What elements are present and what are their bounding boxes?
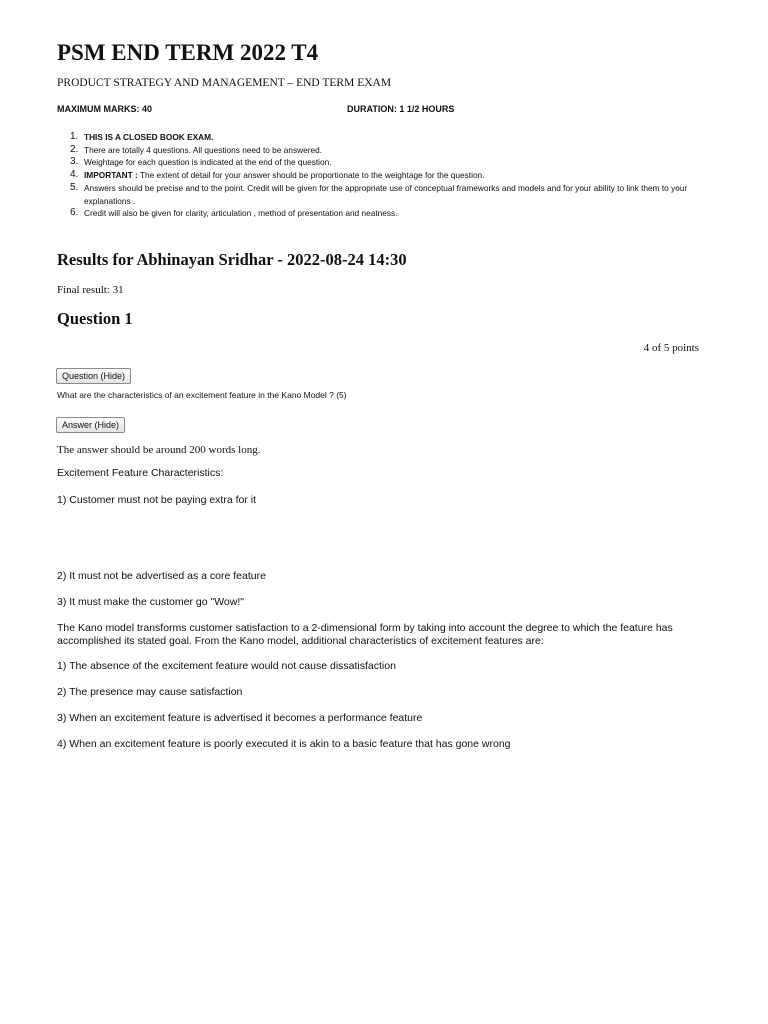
answer-line: Excitement Feature Characteristics: <box>57 467 224 479</box>
question-heading: Question 1 <box>57 309 133 328</box>
instruction-bold: THIS IS A CLOSED BOOK EXAM. <box>84 132 214 142</box>
exam-duration: DURATION: 1 1/2 HOURS <box>347 104 455 114</box>
answer-line: 3) When an excitement feature is advertised it becomes a performance feature <box>57 712 423 724</box>
exam-subtitle: PRODUCT STRATEGY AND MANAGEMENT – END TERM EXAM <box>57 77 392 89</box>
instruction-number: 3. <box>70 156 79 168</box>
instruction-number: 5. <box>70 181 79 193</box>
instruction-text: There are totally 4 questions. All questions need to be answered. <box>84 144 322 155</box>
answer-paragraph: The Kano model transforms customer satisfaction to a 2-dimensional form by taking into account the degree to which the feature has accomplished its stated goal. From the Kano model, additional characteristics of excitement features are: <box>57 622 673 647</box>
instruction-item <box>70 156 710 169</box>
instruction-number: 6. <box>70 207 79 219</box>
answer-hide-button[interactable]: Answer (Hide) <box>56 417 125 433</box>
instruction-item <box>70 169 710 182</box>
instruction-text: Weightage for each question is indicated at the end of the question. <box>84 157 332 168</box>
question-hide-button[interactable]: Question (Hide) <box>56 368 131 384</box>
answer-line: 1) The absence of the excitement feature would not cause dissatisfaction <box>57 660 396 672</box>
question-points: 4 of 5 points <box>643 342 699 354</box>
answer-line: 2) It must not be advertised as a core feature <box>57 570 266 582</box>
answer-length-note: The answer should be around 200 words long. <box>57 444 261 456</box>
answer-line: 1) Customer must not be paying extra for it <box>57 494 257 506</box>
instruction-item <box>70 131 710 144</box>
instruction-bold: IMPORTANT : <box>84 170 138 181</box>
final-result: Final result: 31 <box>57 284 124 296</box>
instructions-list <box>70 131 710 220</box>
instruction-text: Credit will also be given for clarity, articulation , method of presentation and neatness. <box>84 208 398 219</box>
results-heading: Results for Abhinayan Sridhar - 2022-08-24 14:30 <box>57 250 407 269</box>
maximum-marks: MAXIMUM MARKS: 40 <box>57 104 153 114</box>
instruction-item <box>70 207 710 220</box>
instruction-text: The extent of detail for your answer should be proportionate to the weightage for the question. <box>137 170 485 181</box>
instruction-number: 2. <box>70 143 79 155</box>
exam-title: PSM END TERM 2022 T4 <box>57 40 319 65</box>
answer-line: 3) It must make the customer go "Wow!" <box>57 596 244 608</box>
instruction-number: 4. <box>70 169 79 181</box>
instruction-text: Answers should be precise and to the point. Credit will be given for the appropriate use of conceptual frameworks and models and for your ability to link them to your explanations . <box>84 182 688 206</box>
question-text: What are the characteristics of an excitement feature in the Kano Model ? (5) <box>57 390 347 400</box>
answer-line: 4) When an excitement feature is poorly executed it is akin to a basic feature that has gone wrong <box>57 738 511 750</box>
instruction-item <box>70 182 710 207</box>
instruction-item <box>70 144 710 157</box>
answer-line: 2) The presence may cause satisfaction <box>57 686 243 698</box>
instruction-number: 1. <box>70 131 79 142</box>
